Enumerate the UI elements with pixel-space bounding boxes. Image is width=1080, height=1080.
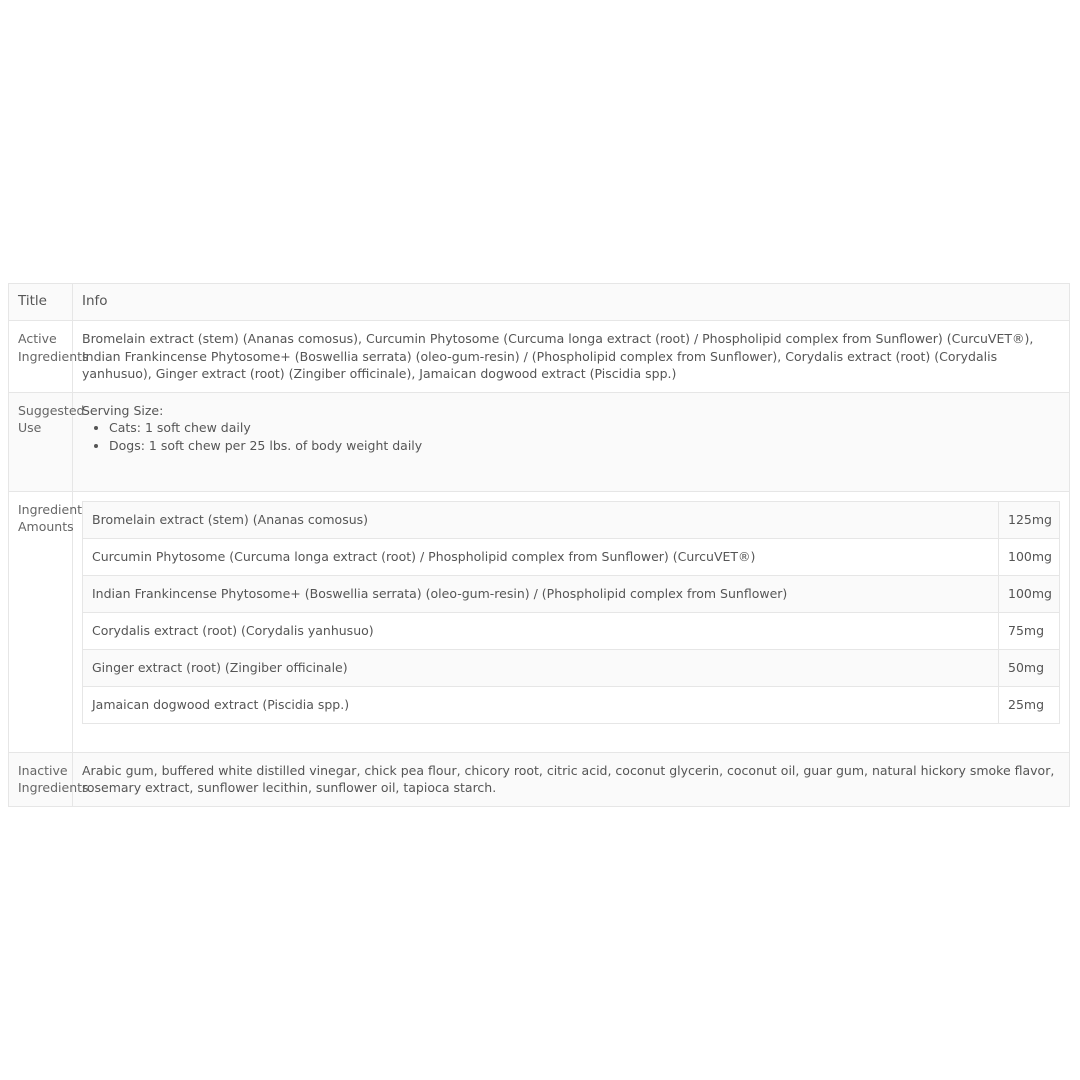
active-ingredients-row xyxy=(9,321,1070,393)
table-row xyxy=(83,686,1060,723)
serving-size-label: Serving Size: xyxy=(82,402,164,418)
ingredient-amount: 50mg xyxy=(999,649,1060,686)
ingredient-name: Curcumin Phytosome (Curcuma longa extract (root) / Phospholipid complex from Sunflower) (CurcuVET®) xyxy=(83,538,999,575)
table-row xyxy=(83,612,1060,649)
suggested-use-title: Suggested Use xyxy=(9,392,73,491)
ingredient-amount: 25mg xyxy=(999,686,1060,723)
inactive-ingredients-title: Inactive Ingredients xyxy=(9,752,73,806)
table-header-row xyxy=(9,284,1070,321)
ingredient-name: Ginger extract (root) (Zingiber officinale) xyxy=(83,649,999,686)
ingredient-amount: 75mg xyxy=(999,612,1060,649)
ingredient-amount: 100mg xyxy=(999,575,1060,612)
ingredient-name: Jamaican dogwood extract (Piscidia spp.) xyxy=(83,686,999,723)
ingredient-amounts-info xyxy=(73,491,1070,752)
inactive-ingredients-row xyxy=(9,752,1070,806)
ingredient-amounts-title: Ingredient Amounts xyxy=(9,491,73,752)
header-title: Title xyxy=(9,284,73,321)
product-info-table xyxy=(8,283,1070,807)
ingredient-amounts-table xyxy=(82,501,1060,724)
table-row xyxy=(83,538,1060,575)
list-item: • Dogs: 1 soft chew per 25 lbs. of body weight daily xyxy=(109,437,1060,455)
ingredient-name: Corydalis extract (root) (Corydalis yanhusuo) xyxy=(83,612,999,649)
active-ingredients-title: Active Ingredients xyxy=(9,321,73,393)
header-info: Info xyxy=(73,284,1070,321)
serving-size-list xyxy=(82,419,1060,454)
active-ingredients-info: Bromelain extract (stem) (Ananas comosus), Curcumin Phytosome (Curcuma longa extract (root) / Phospholipid complex from Sunflower) (CurcuVET®), Indian Frankincense Phytosome+ (Boswellia serrata) (oleo-gum-resin) / (Phospholipid complex from Sunflower), Corydalis extract (root) (Corydalis yanhusuo), Ginger extract (root) (Zingiber officinale), Jamaican dogwood extract (Piscidia spp.) xyxy=(73,321,1070,393)
list-item: • Cats: 1 soft chew daily xyxy=(109,419,1060,437)
ingredient-name: Indian Frankincense Phytosome+ (Boswellia serrata) (oleo-gum-resin) / (Phospholipid complex from Sunflower) xyxy=(83,575,999,612)
suggested-use-row xyxy=(9,392,1070,491)
ingredient-name: Bromelain extract (stem) (Ananas comosus) xyxy=(83,501,999,538)
inactive-ingredients-info: Arabic gum, buffered white distilled vinegar, chick pea flour, chicory root, citric acid, coconut glycerin, coconut oil, guar gum, natural hickory smoke flavor, rosemary extract, sunflower lecithin, sunflower oil, tapioca starch. xyxy=(73,752,1070,806)
ingredient-amounts-row xyxy=(9,491,1070,752)
table-row xyxy=(83,501,1060,538)
ingredient-amount: 125mg xyxy=(999,501,1060,538)
table-row xyxy=(83,575,1060,612)
suggested-use-info xyxy=(73,392,1070,491)
ingredient-amount: 100mg xyxy=(999,538,1060,575)
table-row xyxy=(83,649,1060,686)
